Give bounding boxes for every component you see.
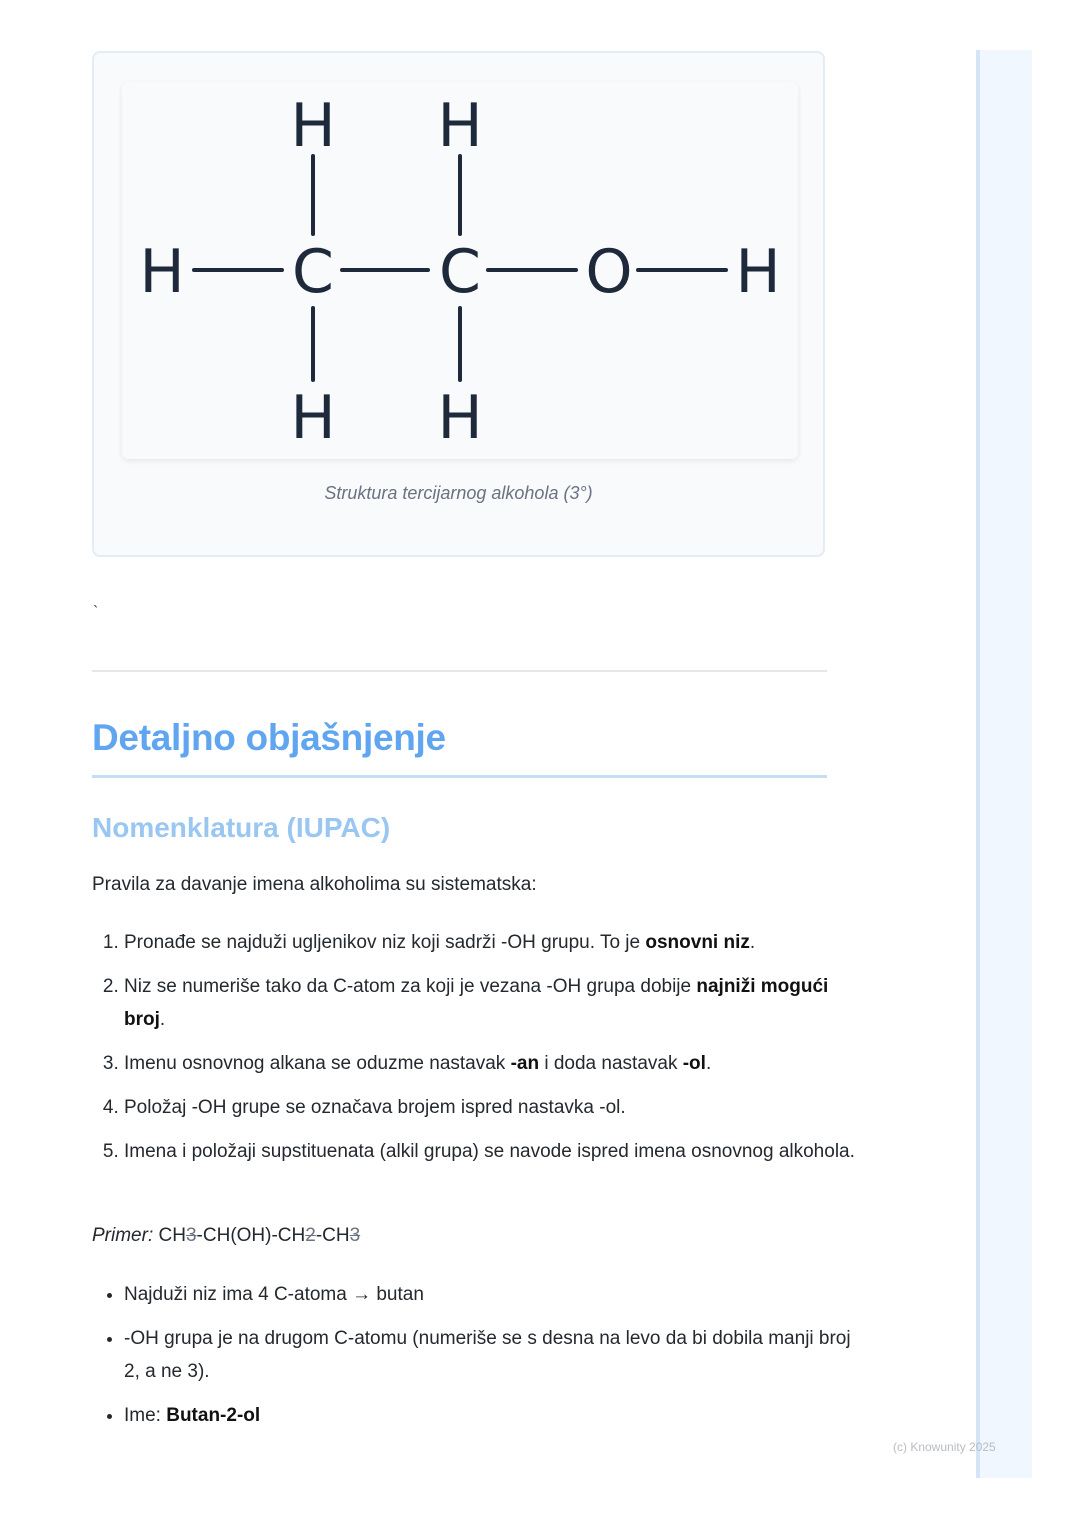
stray-backtick: `: [93, 604, 99, 621]
horizontal-divider: [92, 670, 827, 672]
example-label: Primer:: [92, 1225, 154, 1246]
rule-item: 1. Pronađe se najduži ugljenikov niz koji sadrži -OH grupu. To je osnovni niz.: [124, 926, 864, 959]
structural-formula-image: [122, 82, 798, 459]
section-title-underline: [92, 775, 827, 778]
figure-caption: Struktura tercijarnog alkohola (3°): [324, 483, 593, 503]
ethanol-structure-diagram: [122, 82, 798, 459]
atom-c1: C: [292, 237, 334, 307]
footer-copyright: (c) Knowunity 2025: [893, 1440, 996, 1454]
intro-paragraph: Pravila za davanje imena alkoholima su sistematska:: [92, 874, 537, 895]
rule-item: 4. Položaj -OH grupe se označava brojem ispred nastavka -ol.: [124, 1091, 864, 1124]
section-title: Detaljno objašnjenje: [92, 717, 446, 758]
example-bullet: • -OH grupa je na drugom C-atomu (numeriše se s desna na levo da bi dobila manji broj 2, a ne 3).: [124, 1322, 864, 1388]
atom-o: O: [585, 237, 633, 307]
rules-list: [92, 926, 864, 1179]
rule-item: 3. Imenu osnovnog alkana se oduzme nastavak -an i doda nastavak -ol.: [124, 1047, 864, 1080]
example-bullet: • Ime: Butan-2-ol: [124, 1399, 864, 1432]
atom-h-c2-bottom: H: [437, 383, 483, 453]
example-formula: Primer: CH3-CH(OH)-CH2-CH3: [92, 1225, 361, 1246]
example-bullet: • Najduži niz ima 4 C-atoma → butan: [124, 1278, 864, 1311]
atom-h-right: H: [735, 237, 781, 307]
atom-c2: C: [439, 237, 481, 307]
atom-h-c1-top: H: [290, 91, 336, 161]
atom-h-c1-bottom: H: [290, 383, 336, 453]
subsection-title: Nomenklatura (IUPAC): [92, 812, 391, 843]
example-bullets: [92, 1278, 864, 1443]
side-panel: [976, 50, 1032, 1478]
atom-h-left: H: [139, 237, 185, 307]
figure-card: [92, 51, 825, 557]
rule-item: 5. Imena i položaji supstituenata (alkil grupa) se navode ispred imena osnovnog alkohola.: [124, 1135, 864, 1168]
rule-item: 2. Niz se numeriše tako da C-atom za koji je vezana -OH grupa dobije najniži mogući broj.: [124, 970, 864, 1036]
atom-h-c2-top: H: [437, 91, 483, 161]
